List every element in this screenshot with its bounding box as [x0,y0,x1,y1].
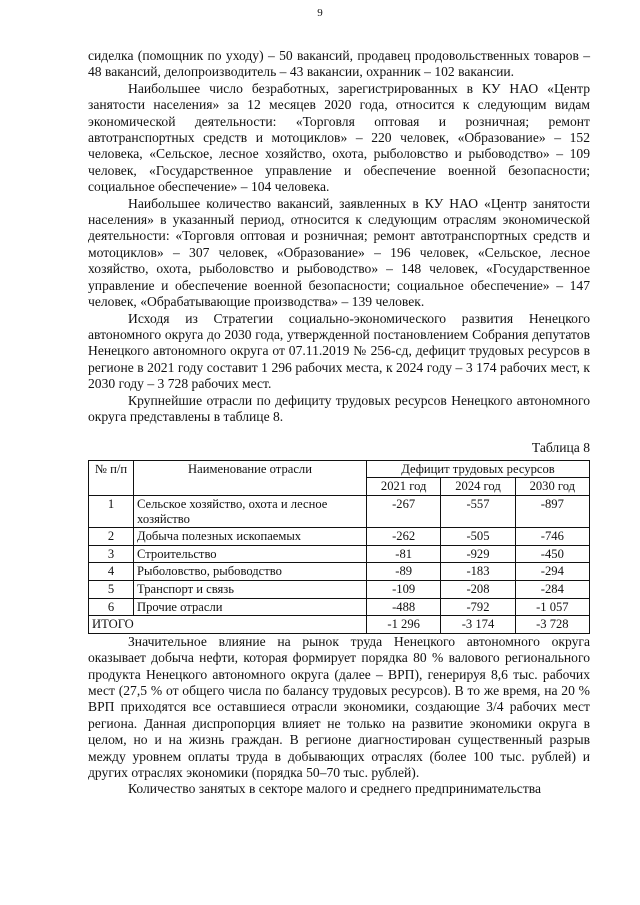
row-value: -488 [367,598,441,616]
table-caption: Таблица 8 [531,440,590,456]
header-year: 2030 год [515,478,589,496]
row-value: -109 [367,580,441,598]
row-num: 6 [89,598,134,616]
row-name: Транспорт и связь [134,580,367,598]
document-body [88,48,590,798]
row-value: -897 [515,495,589,527]
row-value: -505 [441,528,515,546]
row-num: 5 [89,580,134,598]
paragraph: Исходя из Стратегии социально-экономического развития Ненецкого автономного округа до 2030 года, утвержденной постановлением Собрания депутатов Ненецкого автономного округа от 07.11.2019 № 256-сд, дефицит трудовых ресурсов в регионе в 2021 году составит 1 296 рабочих места, к 2024 году – 3 174 рабочих мест, к 2030 году – 3 728 рабочих мест. [88,310,590,392]
paragraph: Количество занятых в секторе малого и среднего предпринимательства [128,781,542,797]
row-name: Рыболовство, рыбоводство [134,563,367,581]
table-row [89,495,590,527]
page-number: 9 [317,7,323,19]
row-value: -792 [441,598,515,616]
paragraph: Наибольшее число безработных, зарегистрированных в КУ НАО «Центр занятости населения» за 12 месяцев 2020 года, относится к следующим видам экономической деятельности: «Торговля оптовая и розничная; ремонт автотранспортных средств и мотоциклов» – 220 человек, «Образование» – 152 человека, «Сельское, лесное хозяйство, охота, рыболовство и рыбоводство» – 109 человек, «Государственное управление и обеспечение военной безопасности; социальное обеспечение» – 104 человека. [88,80,590,195]
row-value: -294 [515,563,589,581]
row-value: -183 [441,563,515,581]
total-value: -3 728 [515,616,589,634]
row-num: 4 [89,563,134,581]
header-year: 2021 год [367,478,441,496]
table-row [89,580,590,598]
row-value: -262 [367,528,441,546]
header-name: Наименование отрасли [134,460,367,495]
row-value: -746 [515,528,589,546]
row-name: Строительство [134,545,367,563]
row-value: -1 057 [515,598,589,616]
header-year: 2024 год [441,478,515,496]
row-value: -267 [367,495,441,527]
header-num: № п/п [89,460,134,495]
row-num: 3 [89,545,134,563]
row-value: -450 [515,545,589,563]
row-name: Прочие отрасли [134,598,367,616]
row-num: 1 [89,495,134,527]
row-value: -929 [441,545,515,563]
row-num: 2 [89,528,134,546]
table-row [89,545,590,563]
row-value: -208 [441,580,515,598]
row-value: -81 [367,545,441,563]
row-value: -89 [367,563,441,581]
paragraph: сиделка (помощник по уходу) – 50 вакансий, продавец продовольственных товаров – 48 вакансий, делопроизводитель – 43 вакансии, охранник – 102 вакансии. [88,48,590,80]
table-total-row [89,616,590,634]
total-value: -1 296 [367,616,441,634]
paragraph: Значительное влияние на рынок труда Ненецкого автономного округа оказывает добыча нефти, которая формирует порядка 80 % валового регионального продукта Ненецкого автономного округа (далее – ВРП), генерируя 8,6 тыс. рабочих мест (27,5 % от общего числа по балансу трудовых ресурсов). В то же время, на 20 % ВРП приходятся все оставшиеся отрасли экономики, создающие 3/4 рабочих мест региона. Данная диспропорция влияет не только на развитие экономики округа в целом, но и на жизнь граждан. В регионе диагностирован существенный разрыв между уровнем оплаты труда в добывающих отраслях (более 100 тыс. рублей) и других отраслях экономики (порядка 50–70 тыс. рублей). [88,633,590,780]
row-name: Добыча полезных ископаемых [134,528,367,546]
table-row [89,563,590,581]
total-label: ИТОГО [89,616,367,634]
table-row [89,528,590,546]
header-group: Дефицит трудовых ресурсов [367,460,590,478]
table-row [89,598,590,616]
row-value: -557 [441,495,515,527]
total-value: -3 174 [441,616,515,634]
row-value: -284 [515,580,589,598]
paragraph: Крупнейшие отрасли по дефициту трудовых ресурсов Ненецкого автономного округа представлены в таблице 8. [88,392,590,424]
labor-deficit-table [88,460,590,634]
paragraph: Наибольшее количество вакансий, заявленных в КУ НАО «Центр занятости населения» в указанный период, относится к следующим отраслям экономической деятельности: «Торговля оптовая и розничная; ремонт автотранспортных средств и мотоциклов» – 307 человек, «Образование» – 196 человек, «Сельское, лесное хозяйство, охота, рыболовство и рыбоводство» – 148 человек, «Государственное управление и обеспечение военной безопасности; социальное обеспечение» – 147 человек, «Обрабатывающие производства» – 139 человек. [88,195,590,310]
row-name: Сельское хозяйство, охота и лесное хозяйство [134,495,367,527]
